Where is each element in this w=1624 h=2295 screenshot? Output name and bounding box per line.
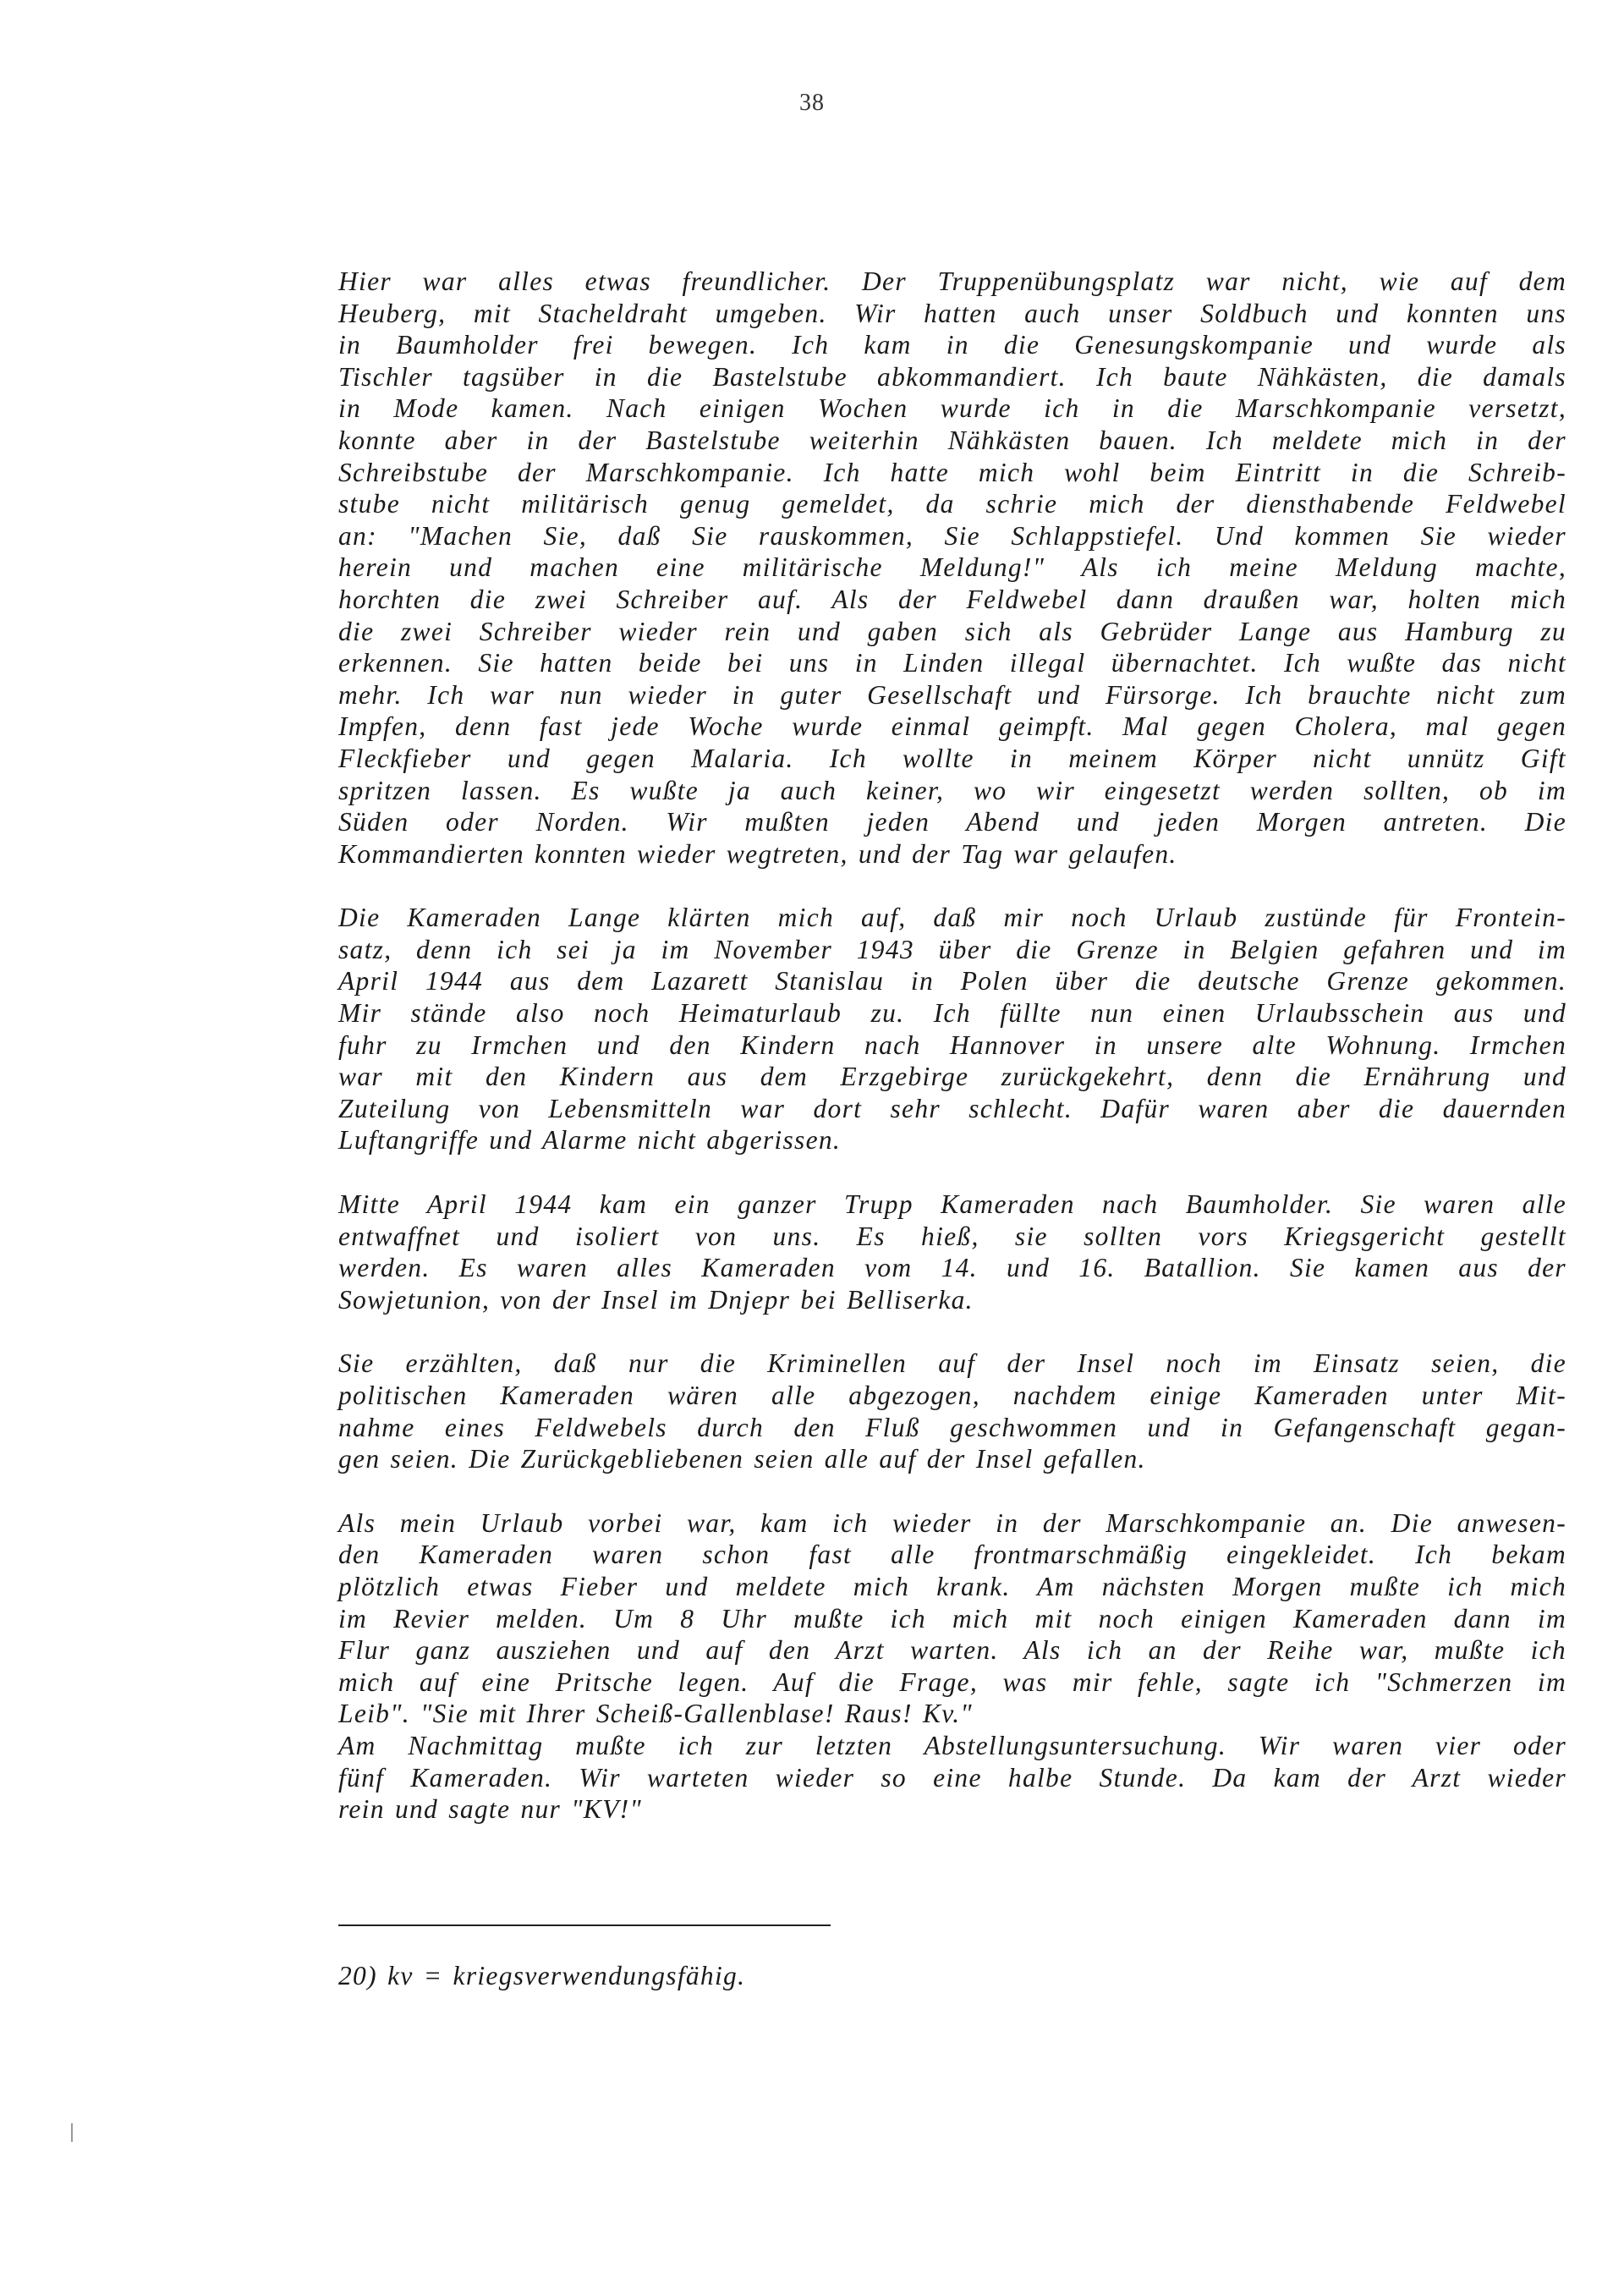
text-line: an: "Machen Sie, daß Sie rauskommen, Sie Schlappstiefel. Und kommen Sie wieder xyxy=(338,520,1566,551)
text-line: Tischler tagsüber in die Bastelstube abkommandiert. Ich baute Nähkästen, die damals xyxy=(338,361,1566,392)
text-line: Flur ganz ausziehen und auf den Arzt warten. Als ich an der Reihe war, mußte ich xyxy=(338,1635,1566,1666)
footnote-separator xyxy=(338,1924,831,1926)
text-line: in Baumholder frei bewegen. Ich kam in die Genesungskompanie und wurde als xyxy=(338,330,1566,360)
text-line: werden. Es waren alles Kameraden vom 14. und 16. Batallion. Sie kamen aus der xyxy=(338,1253,1566,1283)
text-line: den Kameraden waren schon fast alle frontmarschmäßig eingekleidet. Ich bekam xyxy=(338,1540,1566,1570)
scan-margin-mark xyxy=(71,2123,73,2142)
paragraph-gap xyxy=(338,1475,1566,1507)
paragraph xyxy=(338,902,1566,1156)
text-line: mich auf eine Pritsche legen. Auf die Frage, was mir fehle, sagte ich "Schmerzen im xyxy=(338,1666,1566,1697)
text-line: konnte aber in der Bastelstube weiterhin Nähkästen bauen. Ich meldete mich in der xyxy=(338,425,1566,455)
text-line: fünf Kameraden. Wir warteten wieder so eine halbe Stunde. Da kam der Arzt wieder xyxy=(338,1762,1566,1793)
text-line: Sowjetunion, von der Insel im Dnjepr bei Belliserka. xyxy=(338,1284,974,1315)
text-line: Heuberg, mit Stacheldraht umgeben. Wir hatten auch unser Soldbuch und konnten uns xyxy=(338,298,1566,328)
footnote: 20) kv = kriegsverwendungsfähig. xyxy=(338,1961,746,1990)
text-line: Zuteilung von Lebensmitteln war dort sehr schlecht. Dafür waren aber die dauernden xyxy=(338,1093,1566,1123)
paragraph-gap xyxy=(338,1156,1566,1189)
text-line: war mit den Kindern aus dem Erzgebirge zurückgekehrt, denn die Ernährung und xyxy=(338,1062,1566,1092)
paragraph xyxy=(338,1189,1566,1315)
text-line: mehr. Ich war nun wieder in guter Gesellschaft und Fürsorge. Ich brauchte nicht zum xyxy=(338,679,1566,710)
text-line: Fleckfieber und gegen Malaria. Ich wollte in meinem Körper nicht unnütz Gift xyxy=(338,743,1566,773)
text-line: politischen Kameraden wären alle abgezogen, nachdem einige Kameraden unter Mit- xyxy=(338,1381,1566,1410)
text-line: fuhr zu Irmchen und den Kindern nach Hannover in unsere alte Wohnung. Irmchen xyxy=(338,1029,1566,1060)
text-line: Süden oder Norden. Wir mußten jeden Abend und jeden Morgen antreten. Die xyxy=(338,807,1566,837)
text-line: horchten die zwei Schreiber auf. Als der Feldwebel dann draußen war, holten mich xyxy=(338,584,1566,614)
text-line: Kommandierten konnten wieder wegtreten, und der Tag war gelaufen. xyxy=(338,838,1177,869)
text-line: gen seien. Die Zurückgebliebenen seien alle auf der Insel gefallen. xyxy=(338,1444,1146,1474)
text-line: Mir stände also noch Heimaturlaub zu. Ich füllte nun einen Urlaubsschein aus und xyxy=(338,998,1566,1029)
text-line: plötzlich etwas Fieber und meldete mich krank. Am nächsten Morgen mußte ich mich xyxy=(338,1571,1566,1601)
paragraph-gap xyxy=(338,1315,1566,1348)
paragraph xyxy=(338,1348,1566,1474)
paragraph xyxy=(338,1507,1566,1826)
text-line: spritzen lassen. Es wußte ja auch keiner, wo wir eingesetzt werden sollten, ob im xyxy=(338,775,1566,805)
text-line: erkennen. Sie hatten beide bei uns in Linden illegal übernachtet. Ich wußte das nicht xyxy=(338,648,1566,678)
text-line: stube nicht militärisch genug gemeldet, da schrie mich der diensthabende Feldwebel xyxy=(338,489,1566,519)
text-line: Luftangriffe und Alarme nicht abgerissen. xyxy=(338,1125,842,1156)
text-line: die zwei Schreiber wieder rein und gaben sich als Gebrüder Lange aus Hamburg zu xyxy=(338,616,1566,646)
text-line: April 1944 aus dem Lazarett Stanislau in Polen über die deutsche Grenze gekommen. xyxy=(338,966,1566,997)
text-line: nahme eines Feldwebels durch den Fluß geschwommen und in Gefangenschaft gegan- xyxy=(338,1412,1566,1442)
text-line: entwaffnet und isoliert von uns. Es hieß, sie sollten vors Kriegsgericht gestellt xyxy=(338,1221,1566,1251)
text-line: herein und machen eine militärische Meldung!" Als ich meine Meldung machte, xyxy=(338,552,1566,583)
text-line: Sie erzählten, daß nur die Kriminellen auf der Insel noch im Einsatz seien, die xyxy=(338,1348,1566,1379)
text-line: rein und sagte nur "KV!" xyxy=(338,1794,642,1825)
text-line: Am Nachmittag mußte ich zur letzten Abstellungsuntersuchung. Wir waren vier oder xyxy=(338,1730,1566,1760)
text-line: satz, denn ich sei ja im November 1943 über die Grenze in Belgien gefahren und im xyxy=(338,934,1566,964)
text-line: Als mein Urlaub vorbei war, kam ich wieder in der Marschkompanie an. Die anwesen- xyxy=(338,1507,1566,1538)
text-line: Leib". "Sie mit Ihrer Scheiß-Gallenblase! Raus! Kv." xyxy=(338,1699,973,1729)
text-line: im Revier melden. Um 8 Uhr mußte ich mich mit noch einigen Kameraden dann im xyxy=(338,1603,1566,1633)
paragraph xyxy=(338,266,1566,870)
body-text xyxy=(338,266,1566,1826)
page-number: 38 xyxy=(799,90,825,116)
text-line: in Mode kamen. Nach einigen Wochen wurde ich in die Marschkompanie versetzt, xyxy=(338,393,1566,424)
text-line: Hier war alles etwas freundlicher. Der Truppenübungsplatz war nicht, wie auf dem xyxy=(338,266,1566,296)
text-line: Die Kameraden Lange klärten mich auf, daß mir noch Urlaub zustünde für Frontein- xyxy=(338,903,1566,933)
text-line: Mitte April 1944 kam ein ganzer Trupp Kameraden nach Baumholder. Sie waren alle xyxy=(338,1189,1566,1220)
text-line: Schreibstube der Marschkompanie. Ich hatte mich wohl beim Eintritt in die Schreib- xyxy=(338,457,1566,487)
paragraph-gap xyxy=(338,870,1566,902)
text-line: Impfen, denn fast jede Woche wurde einmal geimpft. Mal gegen Cholera, mal gegen xyxy=(338,711,1566,742)
